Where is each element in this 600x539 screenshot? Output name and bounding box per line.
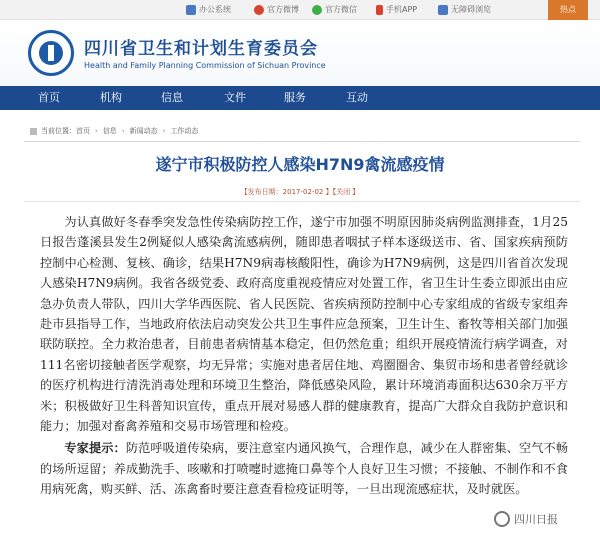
breadcrumb: 当前位置： 首页 › 信息 › 新闻动态 › 工作动态 — [30, 126, 198, 136]
weibo-icon — [254, 5, 264, 15]
top-utility-bar — [0, 0, 600, 20]
article-paragraph — [40, 438, 568, 499]
site-title[interactable]: 四川省卫生和计划生育委员会 — [84, 39, 318, 59]
expert-tip-label: 专家提示： — [64, 441, 126, 456]
commission-logo-icon[interactable] — [28, 30, 74, 76]
phone-icon — [376, 5, 383, 15]
divider — [24, 141, 580, 142]
breadcrumb-news[interactable]: 新闻动态 — [129, 127, 158, 135]
site-title-english: Health and Family Planning Commission of Sichuan Province — [84, 61, 326, 70]
hot-tab[interactable]: 热点 — [548, 0, 588, 20]
article-paragraph: 为认真做好冬春季突发急性传染病防控工作，遂宁市加强不明原因肺炎病例监测排查，1月25日报告蓬溪县发生2例疑似人感染禽流感病例，随即患者咽拭子样本逐级送市、省、国家疾病预防控制中心检测、复核、确诊，结果H7N9病毒核酸阳性，确诊为H7N9病例，这是四川省首次发现人感染H7N9病例。我省各级党委、政府高度重视疫情应对处置工作，省卫生计生委立即派出由应急办负责人带队，四川大学华西医院、省人民医院、省疾病预防控制中心专家组成的省级专家组奔赴市县指导工作，当地政府依法启动突发公共卫生事件应急预案，卫生计生、畜牧等相关部门加强联防联控。全力救治患者，目前患者病情基本稳定，但仍然危重；组织开展疫情流行病学调查，对111名密切接触者医学观察，均无异常；实施对患者居住地、鸡圈圈舍、集贸市场和患者曾经就诊的医疗机构进行清洗消毒处理和环境卫生整治，降低感染风险，累计环境消毒面积达630余万平方米；积极做好卫生科普知识宣传，重点开展对易感人群的健康教育，提高广大群众自我防护意识和能力；加强对畜禽养殖和交易市场管理和检疫。 — [40, 215, 568, 434]
nav-services[interactable]: 服务 — [284, 91, 306, 104]
wechat-logo-icon — [494, 511, 510, 527]
watermark: 四川日报 — [488, 508, 564, 530]
divider — [24, 201, 580, 202]
nav-information[interactable]: 信息 — [161, 91, 183, 104]
wechat-link[interactable]: 官方微信 — [312, 3, 357, 16]
nav-interaction[interactable]: 互动 — [346, 91, 368, 104]
nav-documents[interactable]: 文件 — [224, 91, 246, 104]
main-nav — [0, 86, 600, 110]
mobile-app-link[interactable]: 手机APP — [376, 3, 417, 16]
article-meta: 【发布日期：2017-02-02 】【关闭 】 — [240, 188, 360, 196]
location-icon — [30, 128, 37, 135]
office-icon — [186, 5, 196, 15]
wechat-icon — [312, 5, 322, 15]
weibo-link[interactable]: 官方微博 — [254, 3, 299, 16]
breadcrumb-work-news[interactable]: 工作动态 — [170, 127, 199, 135]
accessibility-link[interactable]: 无障碍浏览 — [438, 3, 491, 16]
expert-tip-text: 防范呼吸道传染病，要注意室内通风换气，合理作息，减少在人群密集、空气不畅的场所逗留；养成勤洗手、咳嗽和打喷嚏时遮掩口鼻等个人良好卫生习惯；不接触、不制作和不食用病死禽，购买鲜、活、冻禽畜时要注意查看检疫证明等，一旦出现流感症状，及时就医。 — [40, 441, 569, 497]
office-system-link[interactable]: 办公系统 — [186, 3, 231, 16]
breadcrumb-information[interactable]: 信息 — [102, 127, 117, 135]
nav-home[interactable]: 首页 — [38, 91, 60, 104]
accessibility-icon — [438, 5, 448, 15]
article-title: 遂宁市积极防控人感染H7N9禽流感疫情 — [155, 155, 445, 174]
site-header — [0, 20, 600, 86]
article-body — [40, 212, 568, 500]
nav-institutions[interactable]: 机构 — [100, 91, 122, 104]
breadcrumb-home[interactable]: 首页 — [76, 127, 90, 135]
